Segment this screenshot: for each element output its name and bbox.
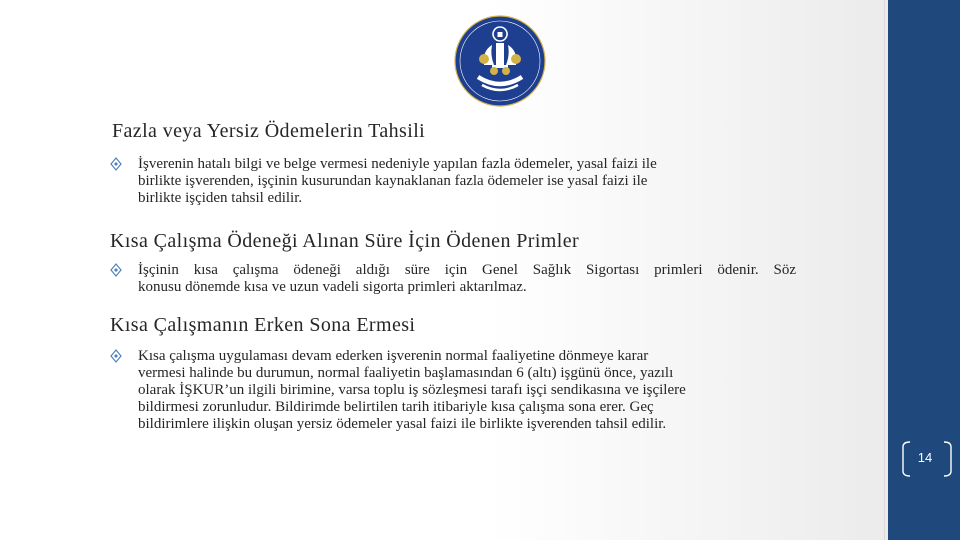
bullet-text: birlikte işçiden tahsil edilir. [138,190,303,206]
diamond-outline-icon [110,263,122,277]
bullet-text: Kısa çalışma uygulaması devam ederken işverenin normal faaliyetine dönmeye karar [138,348,649,364]
page-number-box [894,441,956,477]
bullet-item [110,348,808,433]
bullet-text: İşçinin kısa çalışma ödeneği aldığı süre için Genel Sağlık Sigortası primleri ödenir. Söz [138,262,796,278]
section-heading: Fazla veya Yersiz Ödemelerin Tahsili [112,120,426,142]
university-seal-icon [454,15,546,107]
bullet-text: olarak İŞKUR’un ilgili birimine, varsa toplu iş sözleşmesi tarafı işçi sendikasına ve işçilere [138,382,686,398]
diamond-outline-icon [110,157,122,171]
bullet-text: bildirmesi zorunludur. Bildirimde belirtilen tarih itibariyle kısa çalışma sona erer. Geç [138,399,654,415]
bracket-right-icon [942,441,954,477]
bullet-item [110,156,808,207]
section-heading: Kısa Çalışmanın Erken Sona Ermesi [110,314,416,336]
bullet-text: birlikte işverenden, işçinin kusurundan kaynaklanan fazla ödemeler ise yasal faizi ile [138,173,648,189]
bullet-text: bildirimlere ilişkin oluşan yersiz ödemeler yasal faizi ile birlikte işverenden tahsil edilir. [138,416,667,432]
bullet-item [110,262,796,296]
bullet-text: konusu dönemde kısa ve uzun vadeli sigorta primleri aktarılmaz. [138,279,527,295]
section-heading: Kısa Çalışma Ödeneği Alınan Süre İçin Ödenen Primler [110,230,580,252]
sidebar-divider [884,0,885,540]
bullet-text: İşverenin hatalı bilgi ve belge vermesi nedeniyle yapılan fazla ödemeler, yasal faizi ile [138,156,657,172]
page-number: 14 [917,450,933,465]
diamond-outline-icon [110,349,122,363]
bullet-text: vermesi halinde bu durumun, normal faaliyetin başlamasından 6 (altı) işgünü önce, yazılı [138,365,674,381]
